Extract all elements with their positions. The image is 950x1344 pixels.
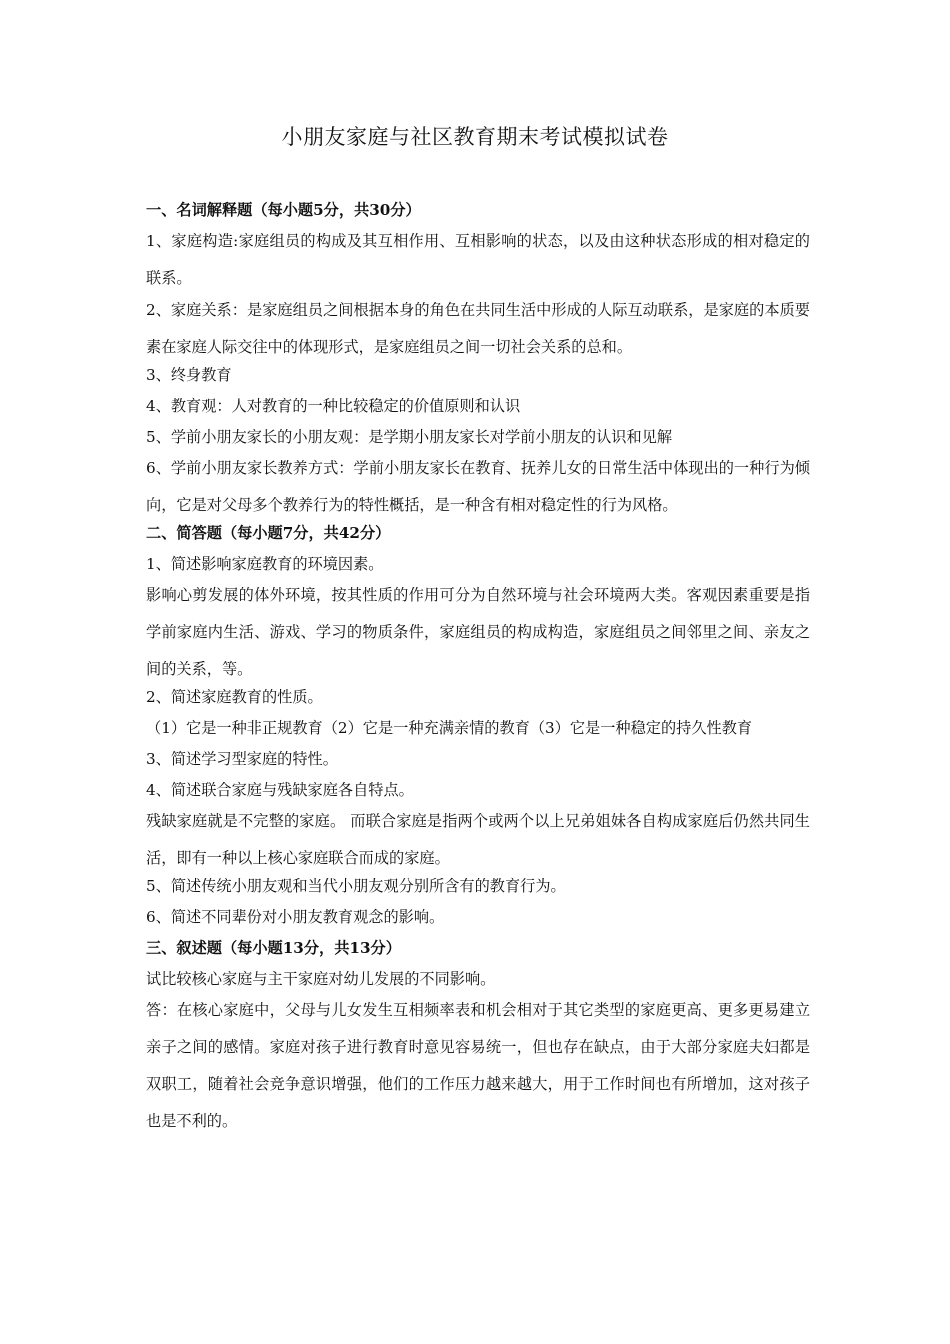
s3-question-1: 试比较核心家庭与主干家庭对幼儿发展的不同影响。 <box>146 970 496 988</box>
s1-question-1: 1、家庭构造:家庭组员的构成及其互相作用、互相影响的状态，以及由这种状态形成的相对稳定的联系。 <box>146 232 810 287</box>
document-body <box>146 196 810 1135</box>
s2-answer-4: 残缺家庭就是不完整的家庭。 而联合家庭是指两个或两个以上兄弟姐妹各自构成家庭后仍然共同生活，即有一种以上核心家庭联合而成的家庭。 <box>146 812 810 867</box>
section-3-heading: 三、叙述题（每小题13分，共13分） <box>146 939 401 957</box>
s2-question-4: 4、简述联合家庭与残缺家庭各自特点。 <box>146 781 414 799</box>
s1-question-3: 3、终身教育 <box>146 366 232 384</box>
s2-question-3: 3、简述学习型家庭的特性。 <box>146 750 338 768</box>
s1-question-4: 4、教育观：人对教育的一种比较稳定的价值原则和认识 <box>146 397 521 415</box>
section-1-heading: 一、名词解释题（每小题5分，共30分） <box>146 201 421 219</box>
document-title: 小朋友家庭与社区教育期末考试模拟试卷 <box>281 125 669 149</box>
s2-question-1: 1、简述影响家庭教育的环境因素。 <box>146 555 384 573</box>
s2-question-5: 5、简述传统小朋友观和当代小朋友观分别所含有的教育行为。 <box>146 877 566 895</box>
s2-question-2: 2、简述家庭教育的性质。 <box>146 688 323 706</box>
s2-question-6: 6、简述不同辈份对小朋友教育观念的影响。 <box>146 908 445 926</box>
section-2-heading: 二、简答题（每小题7分，共42分） <box>146 524 391 542</box>
s2-answer-2: （1）它是一种非正规教育（2）它是一种充满亲情的教育（3）它是一种稳定的持久性教育 <box>146 719 753 737</box>
s2-answer-1: 影响心剪发展的体外环境，按其性质的作用可分为自然环境与社会环境两大类。客观因素重要是指学前家庭内生活、游戏、学习的物质条件，家庭组员的构成构造，家庭组员之间邻里之间、亲友之间的关系，等。 <box>146 586 810 678</box>
s3-answer-1: 答：在核心家庭中，父母与儿女发生互相频率表和机会相对于其它类型的家庭更高、更多更易建立亲子之间的感情。家庭对孩子进行教育时意见容易统一，但也存在缺点，由于大部分家庭夫妇都是双职工，随着社会竞争意识增强，他们的工作压力越来越大，用于工作时间也有所增加，这对孩子也是不利的。 <box>146 1001 810 1130</box>
s1-question-6: 6、学前小朋友家长教养方式：学前小朋友家长在教育、抚养儿女的日常生活中体现出的一种行为倾向，它是对父母多个教养行为的特性概括，是一种含有相对稳定性的行为风格。 <box>146 459 810 514</box>
s1-question-2: 2、家庭关系：是家庭组员之间根据本身的角色在共同生活中形成的人际互动联系，是家庭的本质要素在家庭人际交往中的体现形式，是家庭组员之间一切社会关系的总和。 <box>146 301 810 356</box>
s1-question-5: 5、学前小朋友家长的小朋友观：是学期小朋友家长对学前小朋友的认识和见解 <box>146 428 673 446</box>
